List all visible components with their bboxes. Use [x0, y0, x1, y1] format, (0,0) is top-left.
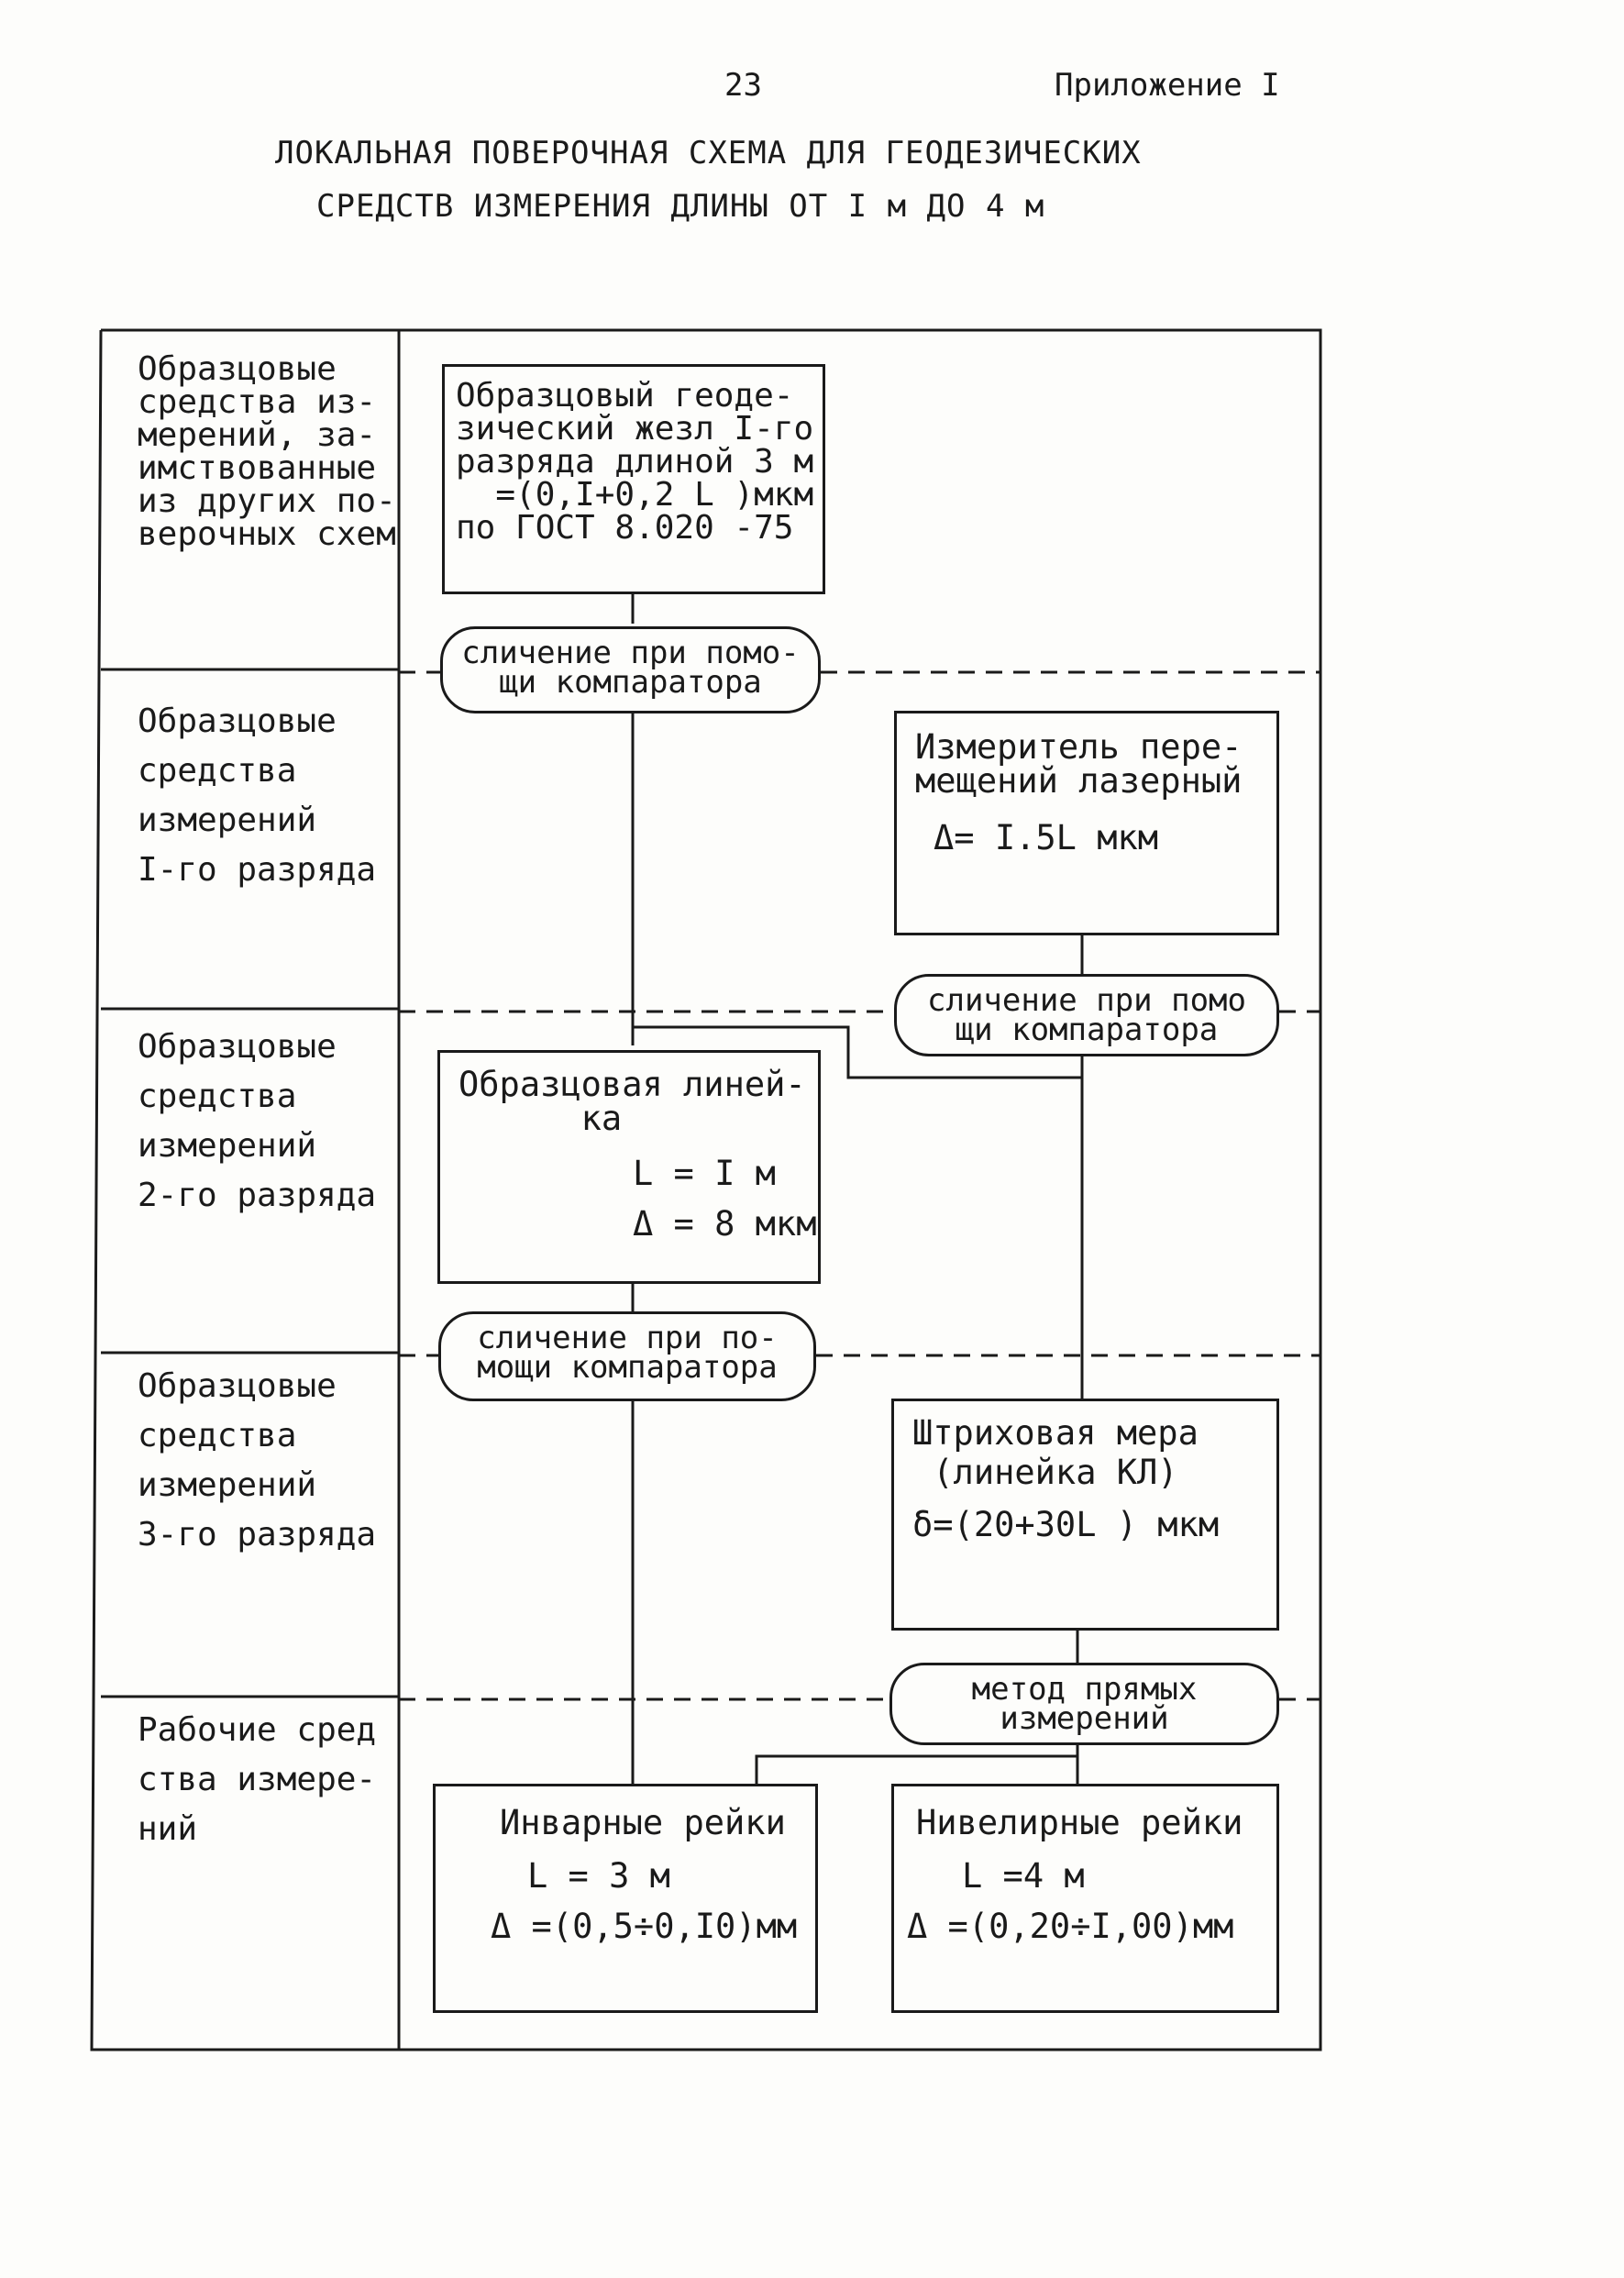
box-laser-meter-formula: Δ= I.5L мкм [934, 818, 1159, 857]
method-direct-measurement: метод прямых измерений [889, 1663, 1279, 1745]
box-line-measure-title: Штриховая мера (линейка КЛ) [912, 1413, 1199, 1492]
method-comparator-1: сличение при помо- щи компаратора [440, 626, 821, 713]
box-reference-ruler [437, 1050, 821, 1284]
box-geodetic-rod [442, 364, 825, 594]
box-reference-ruler-length: L = I м [633, 1154, 776, 1193]
box-levelling-staffs-title: Нивелирные рейки [916, 1803, 1243, 1842]
method-comparator-3: сличение при по- мощи компаратора [438, 1311, 816, 1401]
box-invar-staffs [433, 1784, 818, 2013]
category-borrowed: Образцовые средства из- мерений, за- имствованные из других по- верочных схем [138, 350, 396, 553]
box-levelling-staffs-delta: Δ =(0,20÷I,00)мм [907, 1907, 1234, 1947]
box-levelling-staffs [891, 1784, 1279, 2013]
category-rank-1: Образцовые средства измерений I-го разряда [138, 702, 377, 889]
box-invar-staffs-title: Инварные рейки [500, 1803, 786, 1842]
box-laser-meter [894, 711, 1279, 935]
method-comparator-2: сличение при помо щи компаратора [894, 974, 1279, 1056]
page-number: 23 [724, 67, 762, 104]
box-geodetic-rod-text: Образцовый геоде- зический жезл I-го разряда длиной 3 м =(0,I+0,2 L )мкм по ГОСТ 8.020 -75 [456, 377, 814, 547]
category-rank-2: Образцовые средства измерений 2-го разряда [138, 1028, 377, 1214]
box-reference-ruler-delta: Δ = 8 мкм [633, 1204, 817, 1244]
box-line-measure [891, 1399, 1279, 1631]
category-working: Рабочие сред ства измере- ний [138, 1711, 377, 1848]
box-reference-ruler-title: Образцовая линей- ка [458, 1065, 806, 1138]
box-laser-meter-title: Измеритель пере- мещений лазерный [915, 727, 1243, 801]
box-line-measure-formula: δ=(20+30L ) мкм [912, 1505, 1220, 1545]
title-line-1: ЛОКАЛЬНАЯ ПОВЕРОЧНАЯ СХЕМА ДЛЯ ГЕОДЕЗИЧЕСКИХ [275, 135, 1142, 171]
box-levelling-staffs-length: L =4 м [962, 1856, 1085, 1896]
category-rank-3: Образцовые средства измерений 3-го разряда [138, 1367, 377, 1554]
box-invar-staffs-delta: Δ =(0,5÷0,I0)мм [491, 1907, 798, 1947]
title-line-2: СРЕДСТВ ИЗМЕРЕНИЯ ДЛИНЫ ОТ I м ДО 4 м [316, 188, 1045, 225]
appendix-label: Приложение I [1055, 67, 1280, 104]
box-invar-staffs-length: L = 3 м [527, 1856, 670, 1896]
